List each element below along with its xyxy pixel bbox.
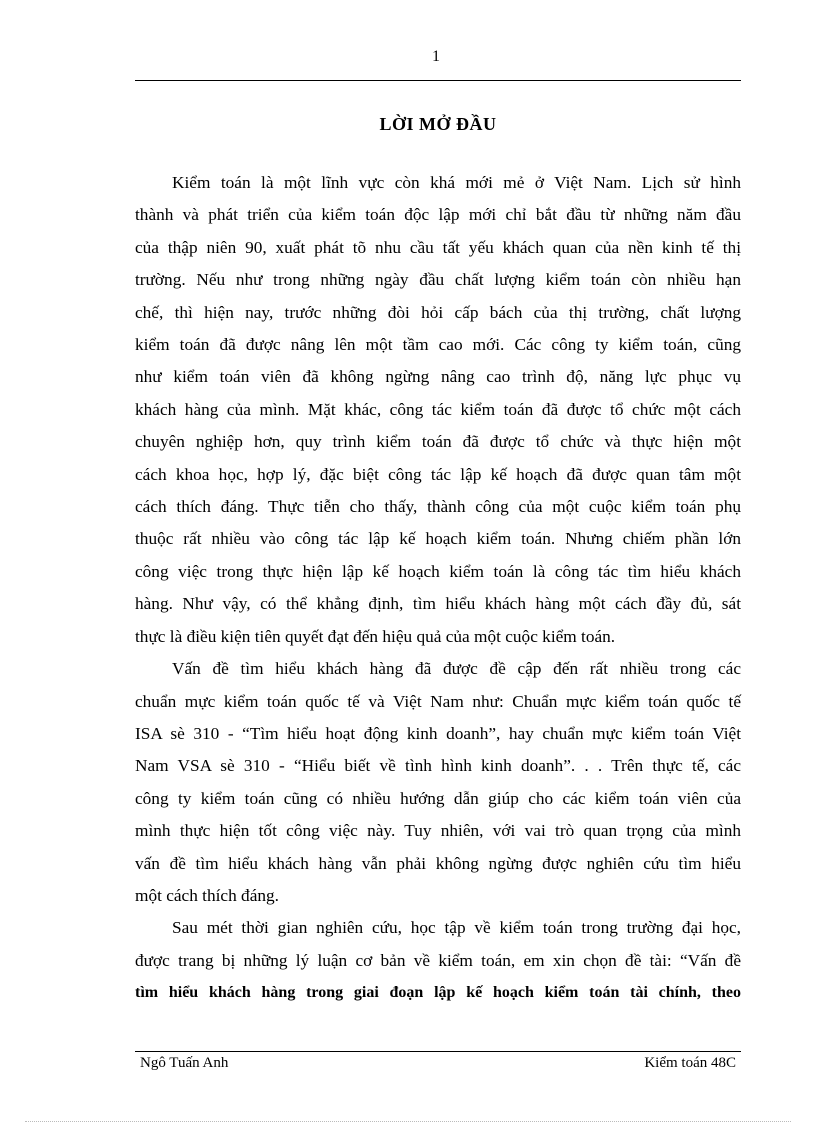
text-line: hàng. Như vậy, có thể khẳng định, tìm hiểu khách hàng một cách đầy đủ, sát [135, 594, 741, 614]
text-line: Vấn đề tìm hiểu khách hàng đã được đề cập đến rất nhiều trong các [172, 659, 741, 679]
text-line: mình thực hiện tốt công việc này. Tuy nhiên, với vai trò quan trọng của mình [135, 821, 741, 841]
text-line: vấn đề tìm hiểu khách hàng vẫn phải không ngừng được nghiên cứu tìm hiểu [135, 853, 741, 873]
text-line: kiểm toán đã được nâng lên một tầm cao mới. Các công ty kiểm toán, cũng [135, 335, 741, 355]
paragraph-1 [135, 167, 741, 653]
page-edge [25, 1121, 791, 1122]
text-line: cách khoa học, hợp lý, đặc biệt công tác lập kế hoạch đã được quan tâm một [135, 464, 741, 484]
text-line: trường. Nếu như trong những ngày đầu chất lượng kiểm toán còn nhiều hạn [135, 270, 741, 290]
text-line: Nam VSA sè 310 - “Hiểu biết về tình hình kinh doanh”. . . Trên thực tế, các [135, 756, 741, 776]
text-line: chuẩn mực kiểm toán quốc tế và Việt Nam như: Chuẩn mực kiểm toán quốc tế [135, 691, 741, 711]
text-line: của thập niên 90, xuất phát tõ nhu cầu tất yếu khách quan của nền kinh tế thị [135, 237, 741, 257]
text-line: thành và phát triển của kiểm toán độc lập mới chỉ bắt đầu từ những năm đầu [135, 205, 741, 225]
document-body [135, 167, 741, 1010]
text-line: cách thích đáng. Thực tiễn cho thấy, thành công của một cuộc kiểm toán phụ [135, 497, 741, 517]
header-rule [135, 80, 741, 81]
page-number: 1 [432, 48, 440, 65]
paragraph-3 [135, 912, 741, 1009]
footer-rule [135, 1051, 741, 1052]
page-title: LỜI MỞ ĐẦU [379, 114, 497, 134]
text-line: thực là điều kiện tiên quyết đạt đến hiệu quả của một cuộc kiểm toán. [135, 626, 616, 646]
text-line: chế, thì hiện nay, trước những đòi hỏi cấp bách của thị trường, chất lượng [135, 302, 741, 322]
text-line: thuộc rất nhiều vào công tác lập kế hoạch kiểm toán. Nhưng chiếm phần lớn [135, 529, 741, 549]
text-line: công ty kiểm toán cũng có nhiều hướng dẫn giúp cho các kiểm toán viên của [135, 788, 741, 808]
paragraph-2 [135, 653, 741, 912]
text-line: được trang bị những lý luận cơ bản về kiểm toán, em xin chọn đề tài: “Vấn đề [135, 950, 741, 970]
text-line: Sau mét thời gian nghiên cứu, học tập về kiểm toán trong trường đại học, [172, 918, 741, 938]
text-line: ISA sè 310 - “Tìm hiểu hoạt động kinh doanh”, hay chuẩn mực kiểm toán Việt [135, 723, 741, 743]
text-line: Kiểm toán là một lĩnh vực còn khá mới mẻ ở Việt Nam. Lịch sử hình [172, 173, 741, 192]
text-line: công việc trong thực hiện lập kế hoạch kiểm toán là công tác tìm hiểu khách [135, 561, 741, 581]
text-line-bold: tìm hiểu khách hàng trong giai đoạn lập kế hoạch kiểm toán tài chính, theo [135, 984, 741, 1002]
footer-author: Ngô Tuấn Anh [140, 1055, 229, 1071]
text-line: một cách thích đáng. [135, 885, 279, 905]
text-line: khách hàng của mình. Mặt khác, công tác kiểm toán đã được tổ chức một cách [135, 399, 741, 419]
text-line: như kiểm toán viên đã không ngừng nâng cao trình độ, năng lực phục vụ [135, 367, 741, 387]
text-line: chuyên nghiệp hơn, quy trình kiểm toán đã được tổ chức và thực hiện một [135, 432, 741, 452]
footer-class: Kiểm toán 48C [644, 1055, 736, 1071]
